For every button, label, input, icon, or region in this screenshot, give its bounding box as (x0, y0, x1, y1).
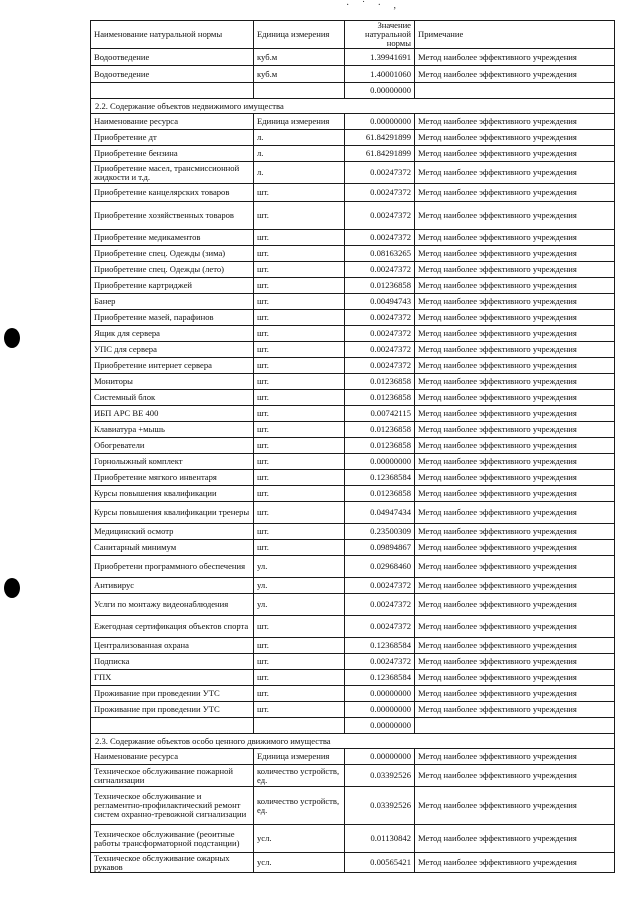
norm-value-cell: 0.00247372 (345, 202, 415, 230)
resource-name-cell: Техническое обслуживание и регламентно-профилактический ремонт систем охранно-тревожной сигнализации (91, 787, 254, 825)
table-row (91, 438, 615, 454)
unit-cell: шт. (254, 184, 345, 202)
table-row (91, 130, 615, 146)
norm-value-cell: 0.12368584 (345, 470, 415, 486)
unit-cell: Единица измерения (254, 114, 345, 130)
note-cell: Метод наиболее эффективного учреждения (415, 654, 615, 670)
norm-value-cell: 1.39941691 (345, 49, 415, 66)
norm-value-cell: 0.00247372 (345, 310, 415, 326)
resource-name-cell: Ящик для сервера (91, 326, 254, 342)
norm-value-cell: 0.00247372 (345, 654, 415, 670)
table-row (91, 326, 615, 342)
table-row (91, 670, 615, 686)
unit-cell: шт. (254, 230, 345, 246)
note-cell: Метод наиболее эффективного учреждения (415, 146, 615, 162)
resource-name-cell: Приобретение хозяйственных товаров (91, 202, 254, 230)
unit-cell: усл. (254, 853, 345, 873)
table-row (91, 594, 615, 616)
unit-cell: шт. (254, 278, 345, 294)
resource-name-cell: Мониторы (91, 374, 254, 390)
table-row (91, 262, 615, 278)
norm-value-cell: 0.09894867 (345, 540, 415, 556)
note-cell: Метод наиболее эффективного учреждения (415, 670, 615, 686)
norm-value-cell: 0.00247372 (345, 578, 415, 594)
note-cell: Метод наиболее эффективного учреждения (415, 638, 615, 654)
unit-cell: шт. (254, 686, 345, 702)
norm-value-cell: 0.00247372 (345, 594, 415, 616)
table-row (91, 502, 615, 524)
unit-cell (254, 83, 345, 99)
note-cell: Метод наиболее эффективного учреждения (415, 486, 615, 502)
unit-cell: усл. (254, 825, 345, 853)
table-row (91, 146, 615, 162)
section-title-row (91, 99, 615, 114)
unit-cell (254, 718, 345, 734)
unit-cell: шт. (254, 524, 345, 540)
table-row (91, 406, 615, 422)
resource-name-cell: Медицинский осмотр (91, 524, 254, 540)
norm-value-cell: 0.00000000 (345, 749, 415, 765)
unit-cell: шт. (254, 390, 345, 406)
resource-name-cell: Антивирус (91, 578, 254, 594)
table-row (91, 765, 615, 787)
resource-name-cell: Приобретение мягкого инвентаря (91, 470, 254, 486)
norm-value-cell: 0.00247372 (345, 358, 415, 374)
resource-name-cell: Приобретение спец. Одежды (лето) (91, 262, 254, 278)
unit-cell: шт. (254, 358, 345, 374)
norm-value-cell: 0.00000000 (345, 702, 415, 718)
note-cell: Метод наиболее эффективного учреждения (415, 374, 615, 390)
table-row (91, 278, 615, 294)
resource-name-cell: Приобретение канцелярских товаров (91, 184, 254, 202)
norm-value-cell: 0.00247372 (345, 162, 415, 184)
norm-value-cell: 61.84291899 (345, 146, 415, 162)
note-cell: Метод наиболее эффективного учреждения (415, 130, 615, 146)
unit-cell: ул. (254, 594, 345, 616)
note-cell: Метод наиболее эффективного учреждения (415, 49, 615, 66)
note-cell: Метод наиболее эффективного учреждения (415, 262, 615, 278)
resource-name-cell: Приобретение бензина (91, 146, 254, 162)
unit-cell: шт. (254, 470, 345, 486)
unit-cell: шт. (254, 262, 345, 278)
table-row (91, 686, 615, 702)
resource-name-cell: Горнолыжный комплект (91, 454, 254, 470)
table-row (91, 162, 615, 184)
resource-name-cell: Приобретени программного обеспечения (91, 556, 254, 578)
table-row (91, 616, 615, 638)
table-row (91, 310, 615, 326)
resource-name-cell: Курсы повышения квалификации тренеры (91, 502, 254, 524)
section-title: 2.3. Содержание объектов особо ценного движимого имущества (91, 734, 615, 749)
unit-cell: шт. (254, 540, 345, 556)
resource-name-cell: Системный блок (91, 390, 254, 406)
table-row (91, 470, 615, 486)
unit-cell: Единица измерения (254, 21, 345, 49)
table-row (91, 83, 615, 99)
table-row (91, 114, 615, 130)
resource-name-cell: Техническое обслуживание пожарной сигнализации (91, 765, 254, 787)
resource-name-cell: Централизованная охрана (91, 638, 254, 654)
note-cell: Метод наиболее эффективного учреждения (415, 162, 615, 184)
table-row (91, 524, 615, 540)
norm-value-cell: Значение натуральной нормы (345, 21, 415, 49)
table-row (91, 374, 615, 390)
unit-cell: количество устройств, ед. (254, 765, 345, 787)
norm-value-cell: 0.00494743 (345, 294, 415, 310)
resource-name-cell: Банер (91, 294, 254, 310)
resource-name-cell: Подписка (91, 654, 254, 670)
resource-name-cell: Курсы повышения квалификации (91, 486, 254, 502)
unit-cell: шт. (254, 670, 345, 686)
norm-value-cell: 0.00247372 (345, 326, 415, 342)
note-cell: Метод наиболее эффективного учреждения (415, 202, 615, 230)
note-cell: Метод наиболее эффективного учреждения (415, 114, 615, 130)
table-row (91, 556, 615, 578)
norm-value-cell: 0.23500309 (345, 524, 415, 540)
unit-cell: шт. (254, 638, 345, 654)
table-row (91, 230, 615, 246)
note-cell: Метод наиболее эффективного учреждения (415, 594, 615, 616)
note-cell: Метод наиболее эффективного учреждения (415, 66, 615, 83)
note-cell: Метод наиболее эффективного учреждения (415, 686, 615, 702)
resource-name-cell: Приобретение дт (91, 130, 254, 146)
note-cell: Метод наиболее эффективного учреждения (415, 358, 615, 374)
resource-name-cell: Проживание при проведении УТС (91, 686, 254, 702)
norm-value-cell: 0.03392526 (345, 787, 415, 825)
unit-cell: куб.м (254, 49, 345, 66)
table-row (91, 718, 615, 734)
norm-value-cell: 0.01130842 (345, 825, 415, 853)
note-cell: Метод наиболее эффективного учреждения (415, 454, 615, 470)
header-row (91, 21, 615, 49)
table-row (91, 578, 615, 594)
resource-name-cell: Услги по монтажу видеонаблюдения (91, 594, 254, 616)
section-title: 2.2. Содержание объектов недвижимого имущества (91, 99, 615, 114)
note-cell (415, 83, 615, 99)
note-cell: Метод наиболее эффективного учреждения (415, 502, 615, 524)
note-cell: Метод наиболее эффективного учреждения (415, 578, 615, 594)
resource-name-cell: Приобретение картриджей (91, 278, 254, 294)
norm-value-cell: 0.00247372 (345, 184, 415, 202)
norm-value-cell: 0.01236858 (345, 422, 415, 438)
unit-cell: шт. (254, 310, 345, 326)
note-cell: Метод наиболее эффективного учреждения (415, 556, 615, 578)
norm-value-cell: 0.01236858 (345, 278, 415, 294)
note-cell: Метод наиболее эффективного учреждения (415, 278, 615, 294)
table-row (91, 246, 615, 262)
table-row (91, 702, 615, 718)
unit-cell: шт. (254, 406, 345, 422)
norm-value-cell: 0.00247372 (345, 230, 415, 246)
resource-name-cell: Проживание при проведении УТС (91, 702, 254, 718)
table-row (91, 638, 615, 654)
resource-name-cell: Приобретение мазей, парафинов (91, 310, 254, 326)
resource-name-cell: Приобретение масел, трансмиссионной жидкости и т.д. (91, 162, 254, 184)
norm-value-cell: 0.00000000 (345, 83, 415, 99)
table-row (91, 294, 615, 310)
table-row (91, 749, 615, 765)
resource-name-cell: Техническое обслуживание (реоитные работы трансформаторной подстанции) (91, 825, 254, 853)
norm-value-cell: 61.84291899 (345, 130, 415, 146)
table-row (91, 454, 615, 470)
norm-value-cell: 0.01236858 (345, 374, 415, 390)
table-row (91, 853, 615, 873)
resource-name-cell: Наименование натуральной нормы (91, 21, 254, 49)
norm-value-cell: 1.40001060 (345, 66, 415, 83)
norm-value-cell: 0.00000000 (345, 718, 415, 734)
table-row (91, 202, 615, 230)
resource-name-cell: Техническое обслуживание ожарных рукавов (91, 853, 254, 873)
norm-value-cell: 0.01236858 (345, 390, 415, 406)
table-row (91, 825, 615, 853)
unit-cell: шт. (254, 702, 345, 718)
norm-value-cell: 0.00000000 (345, 454, 415, 470)
note-cell: Метод наиболее эффективного учреждения (415, 342, 615, 358)
norm-value-cell: 0.00000000 (345, 686, 415, 702)
note-cell: Метод наиболее эффективного учреждения (415, 765, 615, 787)
note-cell: Метод наиболее эффективного учреждения (415, 787, 615, 825)
note-cell: Примечание (415, 21, 615, 49)
resource-name-cell: Санитарный минимум (91, 540, 254, 556)
table-row (91, 486, 615, 502)
norm-value-cell: 0.02968460 (345, 556, 415, 578)
unit-cell: шт. (254, 374, 345, 390)
note-cell: Метод наиболее эффективного учреждения (415, 310, 615, 326)
note-cell: Метод наиболее эффективного учреждения (415, 616, 615, 638)
resource-name-cell: Обогреватели (91, 438, 254, 454)
unit-cell: шт. (254, 202, 345, 230)
norm-value-cell: 0.00247372 (345, 616, 415, 638)
table-row (91, 422, 615, 438)
note-cell: Метод наиболее эффективного учреждения (415, 184, 615, 202)
unit-cell: шт. (254, 422, 345, 438)
binder-hole (4, 328, 20, 348)
resource-name-cell: Наименование ресурса (91, 749, 254, 765)
table-row (91, 49, 615, 66)
unit-cell: шт. (254, 342, 345, 358)
unit-cell: шт. (254, 502, 345, 524)
note-cell: Метод наиболее эффективного учреждения (415, 294, 615, 310)
unit-cell: ул. (254, 556, 345, 578)
table-row (91, 654, 615, 670)
table-row (91, 540, 615, 556)
note-cell: Метод наиболее эффективного учреждения (415, 390, 615, 406)
section-title-row (91, 734, 615, 749)
norm-value-cell: 0.03392526 (345, 765, 415, 787)
norm-value-cell: 0.00247372 (345, 262, 415, 278)
unit-cell: шт. (254, 438, 345, 454)
unit-cell: шт. (254, 326, 345, 342)
norm-value-cell: 0.00742115 (345, 406, 415, 422)
resource-name-cell: Приобретение интернет сервера (91, 358, 254, 374)
unit-cell: шт. (254, 454, 345, 470)
note-cell: Метод наиболее эффективного учреждения (415, 230, 615, 246)
resource-name-cell: Водоотведение (91, 66, 254, 83)
norm-value-cell: 0.04947434 (345, 502, 415, 524)
resource-name-cell: Наименование ресурса (91, 114, 254, 130)
unit-cell: л. (254, 130, 345, 146)
table-row (91, 358, 615, 374)
unit-cell: Единица измерения (254, 749, 345, 765)
unit-cell: л. (254, 146, 345, 162)
table-row (91, 787, 615, 825)
norms-table (90, 20, 615, 873)
note-cell: Метод наиболее эффективного учреждения (415, 524, 615, 540)
norm-value-cell: 0.00565421 (345, 853, 415, 873)
norm-value-cell: 0.08163265 (345, 246, 415, 262)
note-cell: Метод наиболее эффективного учреждения (415, 853, 615, 873)
resource-name-cell: Приобретение спец. Одежды (зима) (91, 246, 254, 262)
note-cell: Метод наиболее эффективного учреждения (415, 406, 615, 422)
resource-name-cell: Клавиатура +мышь (91, 422, 254, 438)
resource-name-cell: Водоотведение (91, 49, 254, 66)
resource-name-cell (91, 83, 254, 99)
table-row (91, 390, 615, 406)
unit-cell: шт. (254, 246, 345, 262)
scan-specks: · ˙ · , (346, 0, 401, 11)
table-row (91, 66, 615, 83)
norm-value-cell: 0.00000000 (345, 114, 415, 130)
note-cell: Метод наиболее эффективного учреждения (415, 326, 615, 342)
norm-value-cell: 0.12368584 (345, 638, 415, 654)
note-cell: Метод наиболее эффективного учреждения (415, 702, 615, 718)
unit-cell: шт. (254, 294, 345, 310)
note-cell (415, 718, 615, 734)
unit-cell: л. (254, 162, 345, 184)
resource-name-cell: Ежегодная сертификация объектов спорта (91, 616, 254, 638)
note-cell: Метод наиболее эффективного учреждения (415, 438, 615, 454)
norm-value-cell: 0.01236858 (345, 486, 415, 502)
unit-cell: количество устройств, ед. (254, 787, 345, 825)
table-row (91, 184, 615, 202)
note-cell: Метод наиболее эффективного учреждения (415, 422, 615, 438)
norm-value-cell: 0.00247372 (345, 342, 415, 358)
unit-cell: шт. (254, 616, 345, 638)
resource-name-cell: УПС для сервера (91, 342, 254, 358)
unit-cell: куб.м (254, 66, 345, 83)
note-cell: Метод наиболее эффективного учреждения (415, 470, 615, 486)
unit-cell: ул. (254, 578, 345, 594)
note-cell: Метод наиболее эффективного учреждения (415, 246, 615, 262)
unit-cell: шт. (254, 654, 345, 670)
note-cell: Метод наиболее эффективного учреждения (415, 749, 615, 765)
note-cell: Метод наиболее эффективного учреждения (415, 825, 615, 853)
table-row (91, 342, 615, 358)
resource-name-cell: ГПХ (91, 670, 254, 686)
resource-name-cell (91, 718, 254, 734)
norm-value-cell: 0.12368584 (345, 670, 415, 686)
resource-name-cell: Приобретение медикаментов (91, 230, 254, 246)
norm-value-cell: 0.01236858 (345, 438, 415, 454)
document-page (90, 20, 614, 873)
binder-hole (4, 578, 20, 598)
unit-cell: шт. (254, 486, 345, 502)
note-cell: Метод наиболее эффективного учреждения (415, 540, 615, 556)
resource-name-cell: ИБП APC BE 400 (91, 406, 254, 422)
